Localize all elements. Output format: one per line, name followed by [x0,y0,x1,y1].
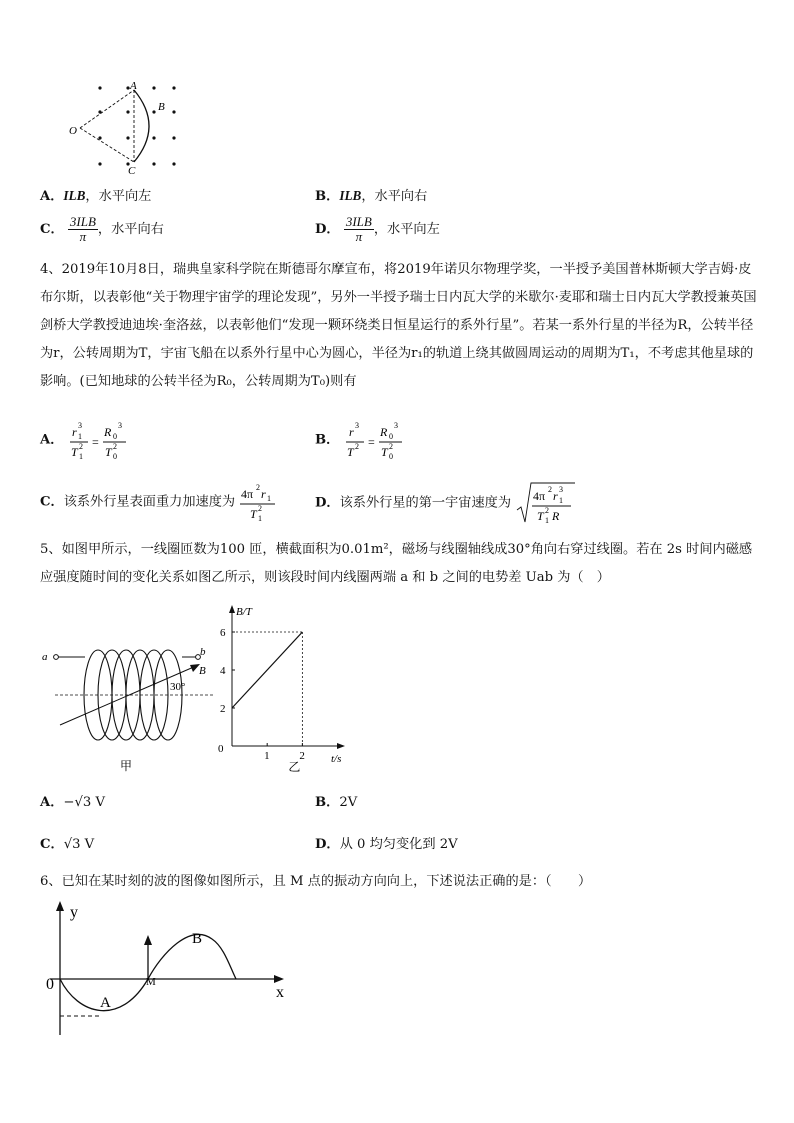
q3-option-c[interactable]: C． $\frac{\text{3ILB}}{\pi}$ ，水平向右 [40,214,164,244]
q5-caption-jia: 甲 [120,759,133,773]
svg-text:1: 1 [78,452,83,461]
q4-option-a[interactable]: A． r 3 1 T 2 1 = R 0 3 T 0 2 [40,418,138,462]
q6-y-label: y [70,904,78,921]
svg-text:T: T [250,507,258,521]
svg-text:2: 2 [354,442,359,451]
svg-text:2: 2 [112,442,117,451]
q4-option-c[interactable]: C．该系外行星表面重力加速度为 4π 2 r 1 T 2 1 [40,480,283,524]
svg-text:0: 0 [112,432,117,441]
q3-option-a[interactable]: A．ILB，水平向左 [40,188,152,204]
chart-y-arrow [229,605,235,613]
svg-text:1: 1 [545,516,550,525]
svg-text:R: R [103,425,111,439]
svg-text:4π: 4π [533,489,546,503]
q5-option-c[interactable]: C．√3 V [40,837,95,852]
svg-text:0: 0 [388,452,393,461]
q5-terminal-b-label: b [200,646,206,658]
q3-option-d[interactable]: D． $\frac{\text{3ILB}}{\pi}$ ，水平向左 [315,214,440,244]
q6-stem: 6、已知在某时刻的波的图像如图所示，且 M 点的振动方向向上，下述说法正确的是：（ ） [40,874,592,889]
svg-text:1: 1 [559,496,564,505]
svg-text:2: 2 [548,485,553,494]
svg-text:r: r [348,425,354,439]
svg-text:R: R [552,509,560,523]
q3-label-c: C [128,165,136,177]
svg-text:3: 3 [393,421,398,430]
q5-terminal-a [54,655,59,660]
svg-text:T: T [380,445,388,459]
svg-text:3: 3 [117,421,122,430]
chart-y-tick-label: 2 [220,703,226,715]
svg-text:1: 1 [267,494,272,503]
q5-field-label: B [199,665,206,677]
svg-text:3: 3 [354,421,359,430]
q5-terminal-a-label: a [42,651,48,663]
svg-text:2: 2 [258,504,263,513]
svg-text:r: r [553,489,558,503]
q4-stem: 4、2019年10月8日，瑞典皇家科学院在斯德哥尔摩宣布，将2019年诺贝尔物理学奖，一半授予美国普林斯顿大学吉姆·皮布尔斯，以表彰他“关于物理宇宙学的理论发现”，另外一半授予瑞士日内瓦大学的米歇尔·麦耶和瑞士日内瓦大学教授兼英国剑桥大学教授迪迪埃·奎洛兹，以表彰他们“发现一颗环绕类日恒星运行的系外行星”。若某一系外行星的半径为R，公转半径为r，公转周期为T，宇宙飞船在以系外行星中心为圆心，半径为r₁的轨道上绕其做圆周运动的周期为T₁，不考虑其他星球的影响。(已知地球的公转半径为R₀，公转周期为T₀)则有 [40,262,757,389]
q5-option-b[interactable]: B．2V [315,795,358,810]
svg-text:r: r [261,487,266,501]
svg-text:T: T [346,445,354,459]
svg-text:=: = [367,435,375,449]
q4-option-d[interactable]: D．该系外行星的第一宇宙速度为 4π 2 r 1 3 T 2 1 R [315,480,577,524]
svg-text:r: r [71,425,77,439]
svg-text:T: T [70,445,78,459]
q6-point-b-label: B [192,931,203,947]
svg-text:T: T [537,509,544,523]
svg-text:2: 2 [388,442,393,451]
q5-option-d[interactable]: D．从 0 均匀变化到 2V [315,837,458,852]
chart-caption-yi: 乙 [288,760,301,773]
svg-text:3: 3 [77,421,82,430]
q6-x-label: x [276,984,284,1001]
chart-x-arrow [337,743,345,749]
q3-label-b: B [158,101,165,113]
chart-origin-label: 0 [218,743,224,755]
q3-arc-wire [134,90,149,162]
svg-text:1: 1 [258,514,263,523]
svg-text:=: = [91,435,99,449]
q5-coil-figure [40,630,220,775]
q4-option-b[interactable]: B． r 3 T 2 = R 0 3 T 0 2 [315,418,414,462]
q3-figure [60,78,200,178]
svg-text:0: 0 [388,432,393,441]
q4-option-d-formula [515,480,577,526]
svg-text:0: 0 [112,452,117,461]
q3-field-dots [98,86,175,165]
svg-text:4π: 4π [241,487,254,501]
svg-text:2: 2 [256,483,261,492]
chart-y-tick-label: 6 [220,627,226,639]
q6-point-a-label: A [100,995,111,1011]
q5-option-a[interactable]: A．−√3 V [40,795,105,810]
q3-option-b[interactable]: B．ILB，水平向右 [315,188,428,204]
q6-point-m-label: M [146,976,156,988]
q4-option-b-formula [344,418,414,462]
svg-text:3: 3 [559,485,564,494]
q3-label-a: A [130,80,137,92]
q5-angle-label: 30° [170,681,186,693]
q4-option-c-formula [239,480,283,524]
svg-text:R: R [379,425,387,439]
q6-origin-label: 0 [46,976,54,993]
q4-option-a-formula [68,418,138,462]
q6-wave-figure [40,895,300,1045]
q5-stem: 5、如图甲所示，一线圈匝数为100 匝，横截面积为0.01m²，磁场与线圈轴线成30°角向右穿过线圈。若在 2s 时间内磁感应强度随时间的变化关系如图乙所示，则该段时间内线圈两端 a 和 b 之间的电势差 Uab 为（ ） [40,542,753,585]
chart-x-tick-label: 1 [264,750,270,762]
chart-x-label: t/s [331,753,342,765]
q3-label-o: O [69,125,77,137]
svg-text:T: T [104,445,112,459]
chart-y-label: B/T [236,606,252,618]
svg-text:1: 1 [77,432,82,441]
chart-series-line [232,632,302,708]
q3-option-c-fraction: $\frac{\text{3ILB}}{\pi}$ [69,214,96,244]
svg-text:2: 2 [78,442,83,451]
chart-y-tick-label: 4 [220,665,226,677]
svg-text:2: 2 [545,506,550,515]
chart-x-tick-label: 2 [299,750,305,762]
q3-option-d-fraction: $\frac{\text{3ILB}}{\pi}$ [345,214,372,244]
q5-chart [210,603,360,773]
